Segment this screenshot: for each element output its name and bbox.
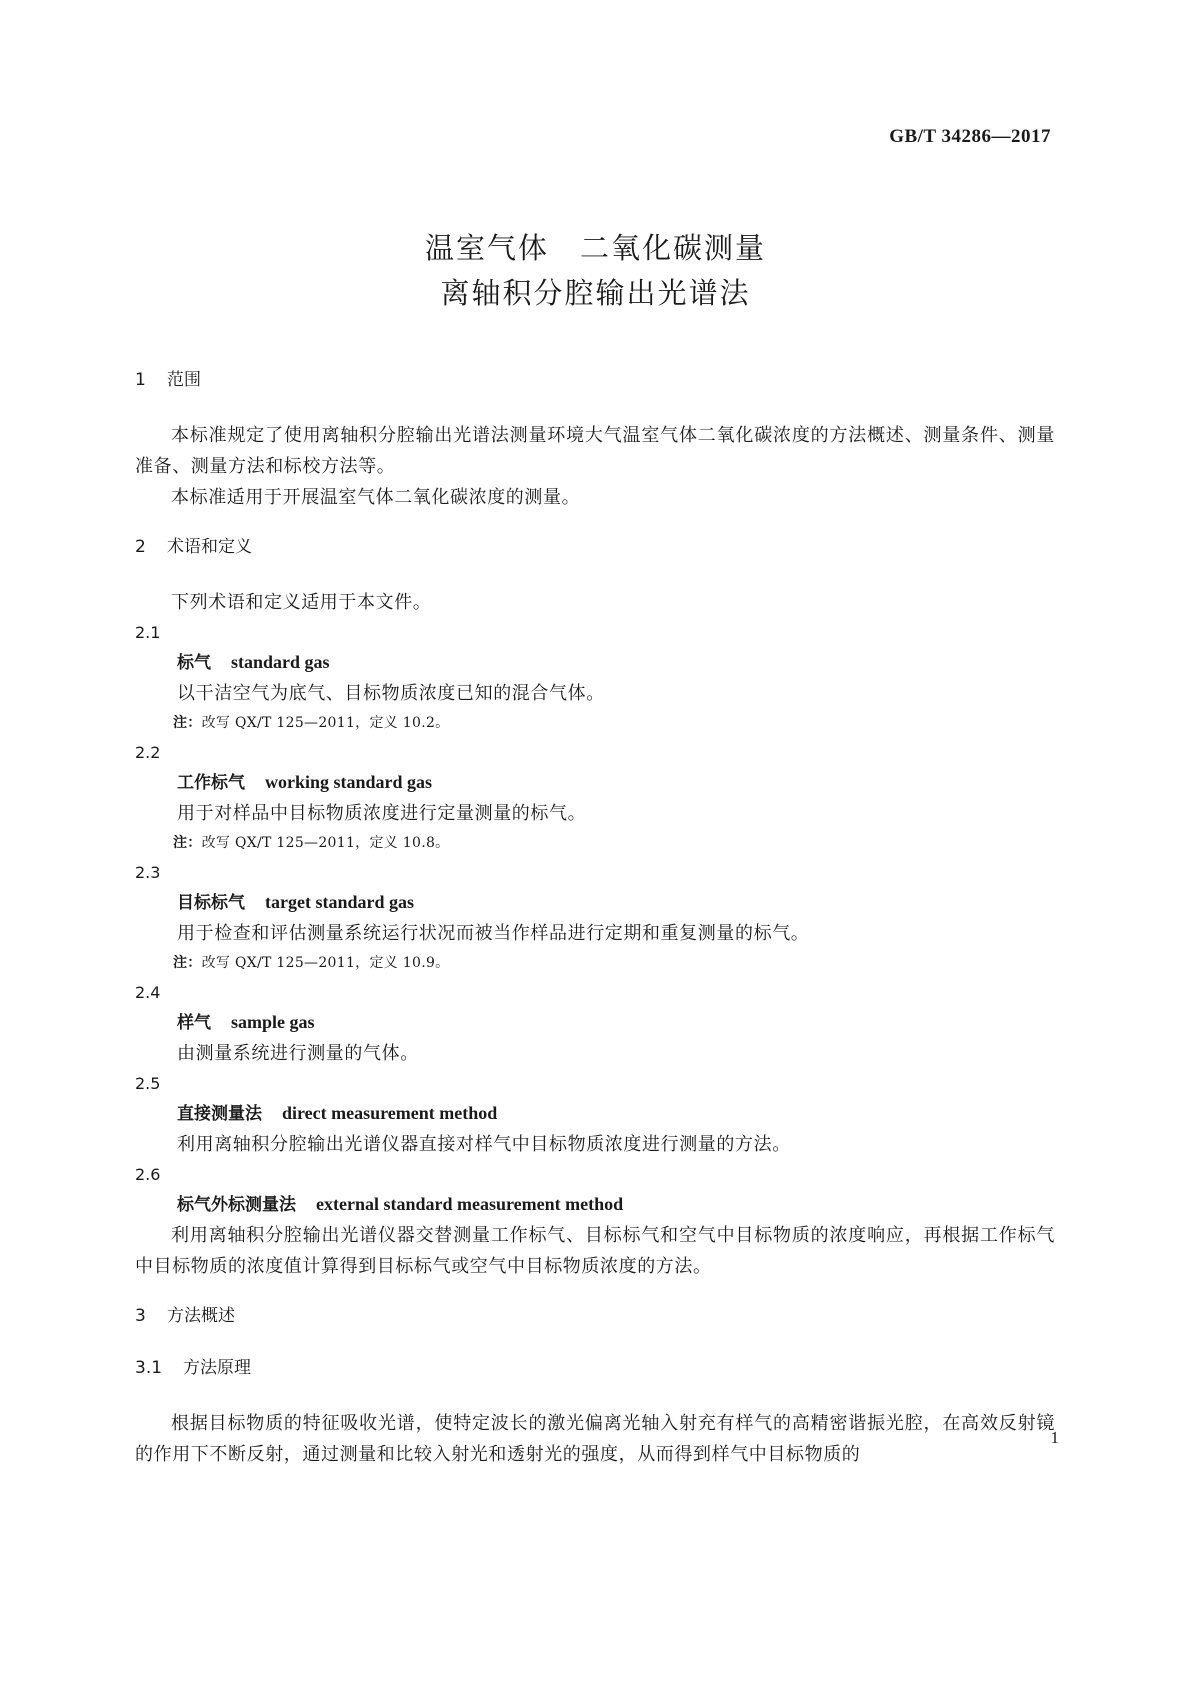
note-label: 注： xyxy=(173,715,202,731)
term-definition: 由测量系统进行测量的气体。 xyxy=(177,1043,419,1064)
term-definition: 利用离轴积分腔输出光谱仪器交替测量工作标气、目标标气和空气中目标物质的浓度响应，再根据工作标气中目标物质的浓度值计算得到目标标气或空气中目标物质浓度的方法。 xyxy=(135,1225,1055,1277)
section-1-paragraph-2: 本标准适用于开展温室气体二氧化碳浓度的测量。 xyxy=(171,487,581,508)
term-name-zh: 标气 xyxy=(177,653,211,673)
term-definition: 用于对样品中目标物质浓度进行定量测量的标气。 xyxy=(177,803,587,824)
note-text: 改写 QX/T 125—2011，定义 10.9。 xyxy=(201,955,450,971)
term-name-en: standard gas xyxy=(231,652,330,672)
term-number: 2.5 xyxy=(135,1074,161,1093)
page-number: 1 xyxy=(1050,1428,1059,1447)
term-name-zh: 直接测量法 xyxy=(177,1104,262,1124)
term-definition: 用于检查和评估测量系统运行状况而被当作样品进行定期和重复测量的标气。 xyxy=(177,923,810,944)
term-name-zh: 标气外标测量法 xyxy=(177,1195,296,1215)
term-name xyxy=(135,887,1055,918)
term-note xyxy=(135,709,1055,738)
term-number: 2.6 xyxy=(135,1165,161,1184)
term-name-zh: 样气 xyxy=(177,1013,211,1033)
term-name-zh: 工作标气 xyxy=(177,773,245,793)
section-2-heading xyxy=(135,535,1055,559)
term-number: 2.1 xyxy=(135,623,161,642)
subsection-3-1-paragraph: 根据目标物质的特征吸收光谱，使特定波长的激光偏离光轴入射充有样气的高精密谐振光腔，在高效反射镜的作用下不断反射，通过测量和比较入射光和透射光的强度，从而得到样气中目标物质的 xyxy=(135,1413,1055,1465)
subsection-3-1-heading xyxy=(135,1356,1055,1380)
term-name-en: target standard gas xyxy=(265,892,414,912)
term-name xyxy=(135,647,1055,678)
note-label: 注： xyxy=(173,835,202,851)
term-definition: 以干洁空气为底气、目标物质浓度已知的混合气体。 xyxy=(177,683,605,704)
title-line-1: 温室气体 二氧化碳测量 xyxy=(424,231,766,265)
term-number: 2.4 xyxy=(135,983,161,1002)
document-title xyxy=(0,226,1191,316)
section-1-paragraph-1: 本标准规定了使用离轴积分腔输出光谱法测量环境大气温室气体二氧化碳浓度的方法概述、测量条件、测量准备、测量方法和标校方法等。 xyxy=(135,425,1055,477)
term-note xyxy=(135,829,1055,858)
term-name-en: sample gas xyxy=(231,1012,315,1032)
section-number: 3 xyxy=(135,1306,146,1326)
term-name xyxy=(135,767,1055,798)
section-number: 2 xyxy=(135,537,146,557)
standard-number: GB/T 34286—2017 xyxy=(889,126,1051,147)
term-name xyxy=(135,1007,1055,1038)
section-title: 术语和定义 xyxy=(167,537,252,557)
term-name-en: external standard measurement method xyxy=(316,1194,624,1214)
section-title: 方法概述 xyxy=(167,1306,235,1326)
term-name xyxy=(135,1189,1055,1220)
document-body xyxy=(135,368,1055,1470)
section-title: 范围 xyxy=(167,370,201,390)
note-text: 改写 QX/T 125—2011，定义 10.8。 xyxy=(201,835,450,851)
term-number: 2.3 xyxy=(135,863,161,882)
subsection-number: 3.1 xyxy=(135,1358,163,1378)
section-2-intro: 下列术语和定义适用于本文件。 xyxy=(171,592,432,613)
subsection-title: 方法原理 xyxy=(183,1358,251,1378)
term-name-en: direct measurement method xyxy=(282,1103,498,1123)
term-number: 2.2 xyxy=(135,743,161,762)
note-text: 改写 QX/T 125—2011，定义 10.2。 xyxy=(201,715,450,731)
term-name-en: working standard gas xyxy=(265,772,433,792)
term-definition: 利用离轴积分腔输出光谱仪器直接对样气中目标物质浓度进行测量的方法。 xyxy=(177,1134,791,1155)
term-name xyxy=(135,1098,1055,1129)
section-number: 1 xyxy=(135,370,146,390)
term-note xyxy=(135,949,1055,978)
note-label: 注： xyxy=(173,955,202,971)
section-1-heading xyxy=(135,368,1055,392)
term-name-zh: 目标标气 xyxy=(177,893,245,913)
section-3-heading xyxy=(135,1304,1055,1328)
title-line-2: 离轴积分腔输出光谱法 xyxy=(440,276,751,310)
